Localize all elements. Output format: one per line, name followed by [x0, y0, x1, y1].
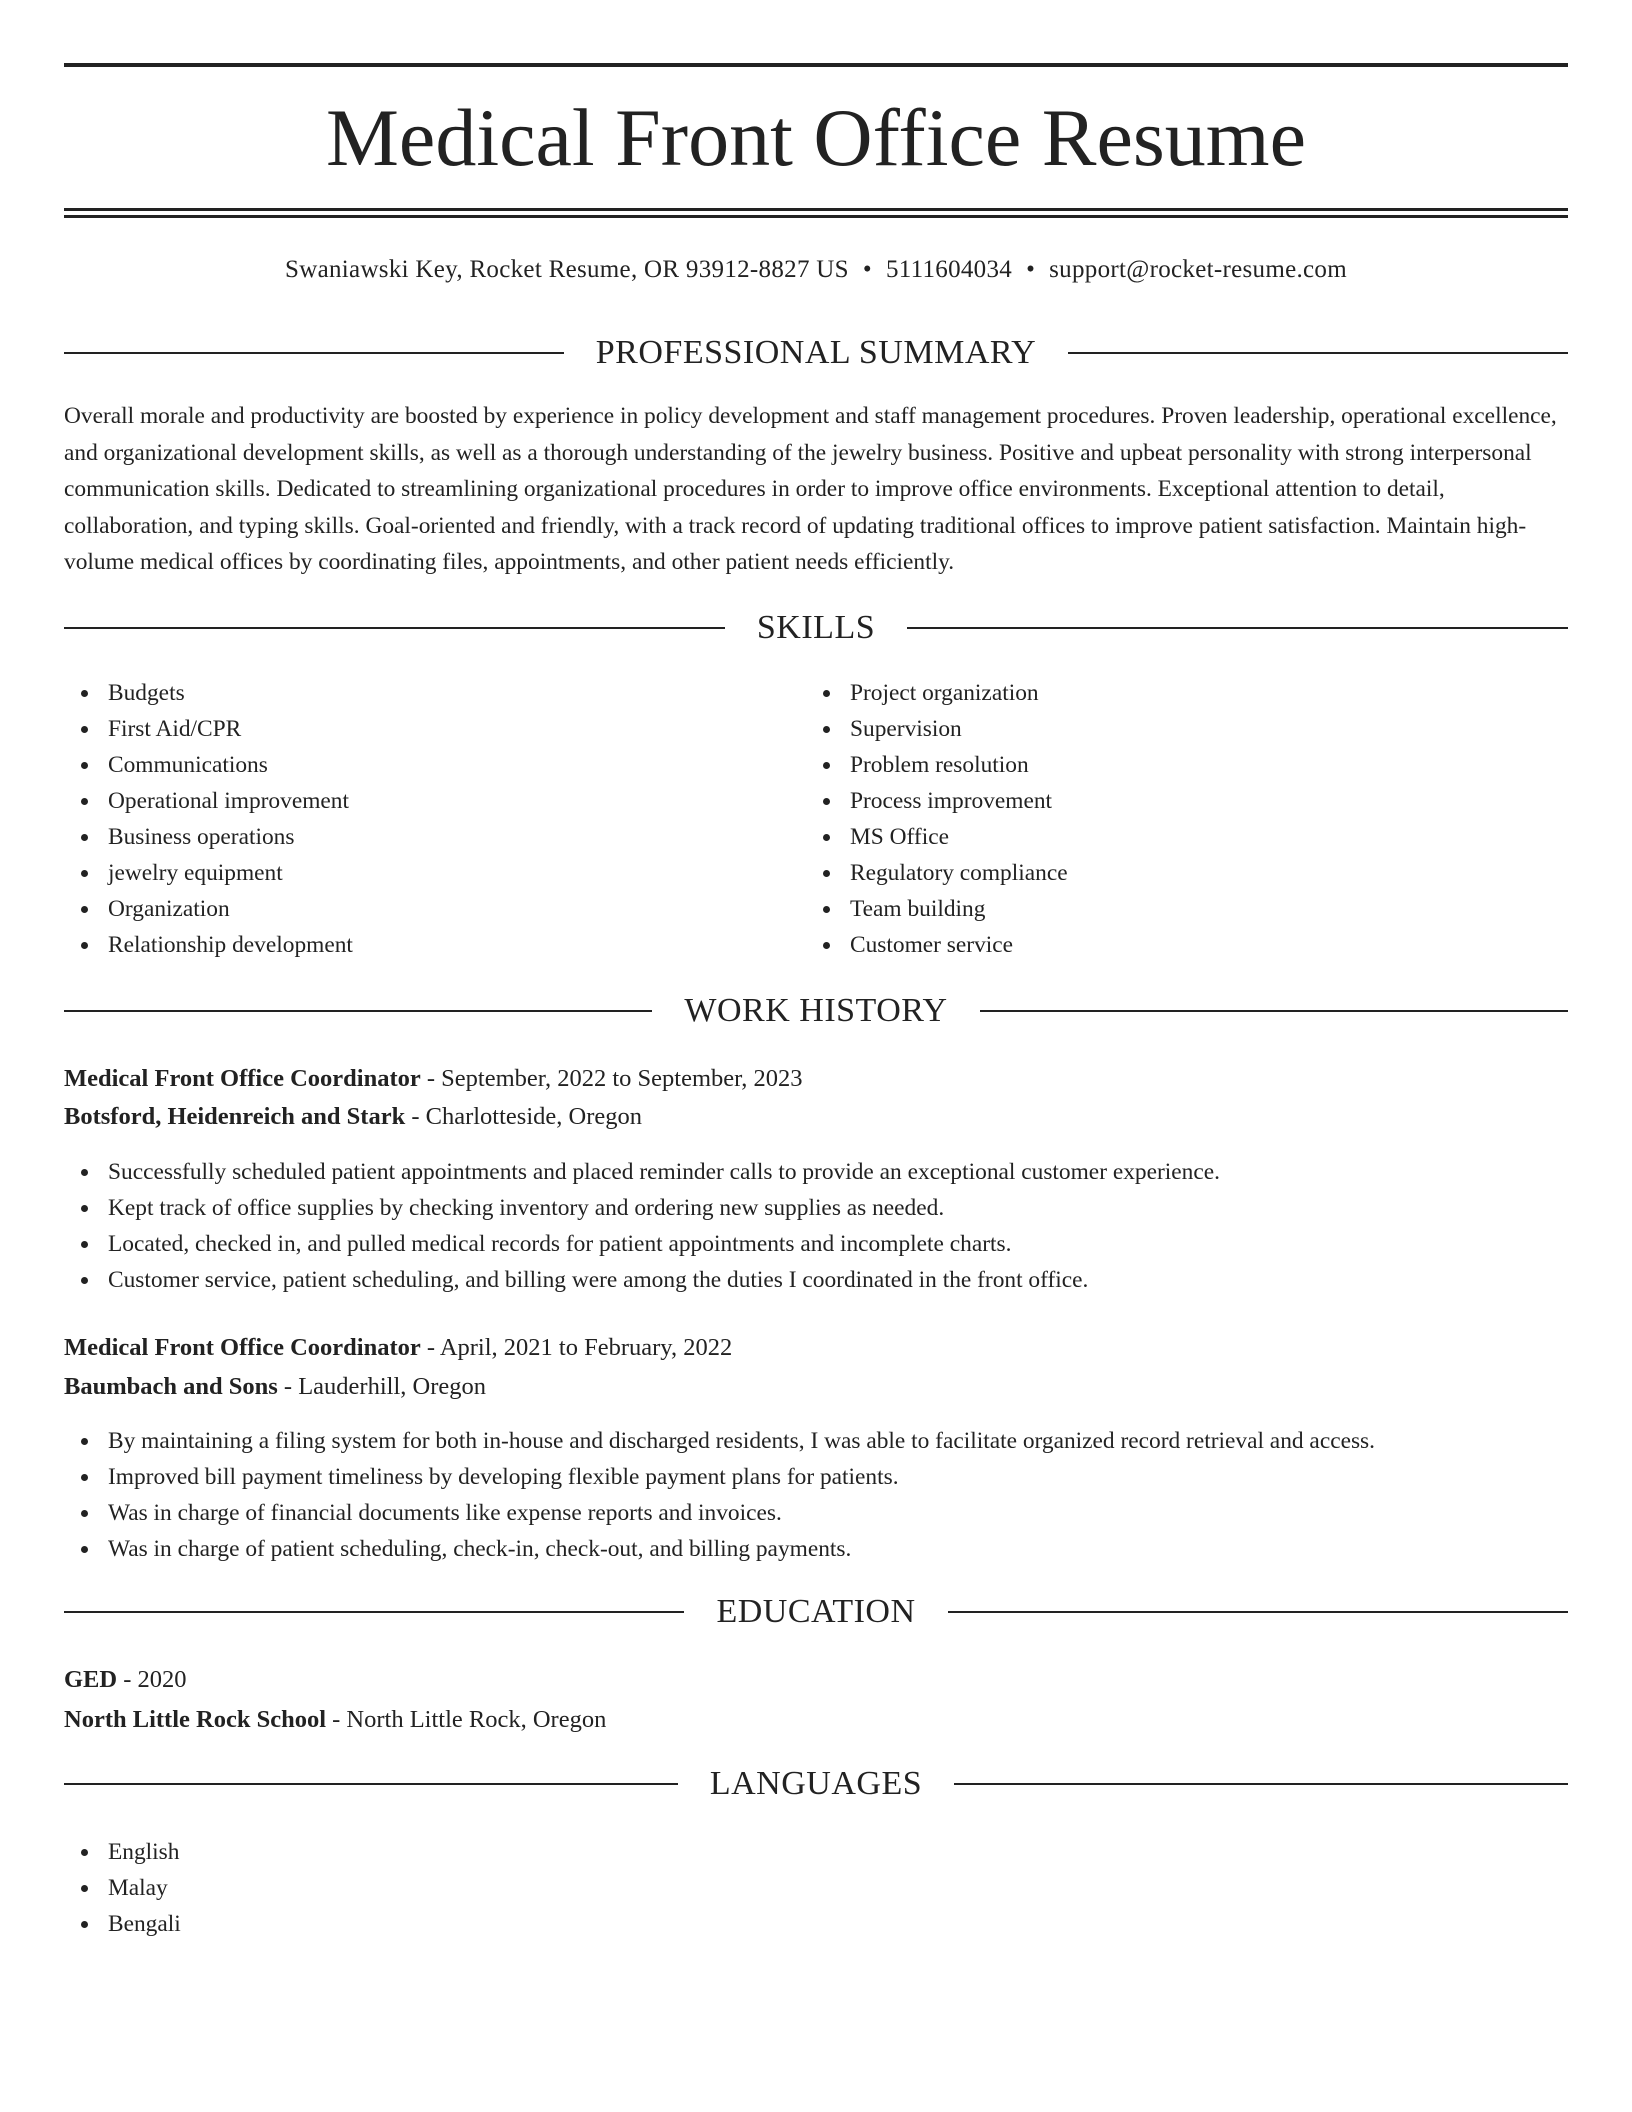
skill-item: Supervision [806, 711, 1506, 747]
job-location: - Lauderhill, Oregon [277, 1373, 486, 1400]
job-title-line [64, 1331, 1568, 1365]
contact-phone: 5111604034 [885, 256, 1013, 283]
contact-email: support@rocket-resume.com [1049, 256, 1347, 283]
language-item: Bengali [64, 1906, 1568, 1942]
header-bottom-rule-second [64, 215, 1568, 218]
heading-rule [907, 627, 1568, 629]
section-heading-skills [64, 608, 1568, 648]
skill-item: MS Office [806, 819, 1506, 855]
heading-rule [1068, 352, 1568, 354]
heading-rule [64, 352, 564, 354]
skill-item: Operational improvement [64, 783, 764, 819]
heading-rule [954, 1783, 1568, 1785]
skills-list-left [64, 675, 764, 963]
contact-separator: • [1026, 256, 1036, 283]
resume-title: Medical Front Office Resume [326, 92, 1306, 183]
heading-rule [64, 1783, 678, 1785]
skill-item: Project organization [806, 675, 1506, 711]
job-title: Medical Front Office Coordinator [64, 1334, 421, 1361]
section-title: WORK HISTORY [684, 992, 948, 1029]
skills-list-right [806, 675, 1506, 963]
job-title-line [64, 1062, 1568, 1096]
section-heading-summary [64, 333, 1568, 373]
job-company: Botsford, Heidenreich and Stark [64, 1103, 406, 1130]
job-duty-item: By maintaining a filing system for both in-house and discharged residents, I was able to facilitate organized record retrieval and access. [64, 1423, 1568, 1459]
education-location: - North Little Rock, Oregon [326, 1706, 607, 1733]
job-duty-item: Improved bill payment timeliness by developing flexible payment plans for patients. [64, 1459, 1568, 1495]
section-title: EDUCATION [716, 1593, 916, 1630]
skill-item: Business operations [64, 819, 764, 855]
education-degree-line [64, 1663, 1568, 1697]
job-duty-item: Successfully scheduled patient appointments and placed reminder calls to provide an exceptional customer experience. [64, 1154, 1568, 1190]
job-dates: - September, 2022 to September, 2023 [420, 1065, 803, 1092]
skill-item: Customer service [806, 927, 1506, 963]
skill-item: Process improvement [806, 783, 1506, 819]
contact-separator: • [862, 256, 872, 283]
section-heading-education [64, 1592, 1568, 1632]
skill-item: Regulatory compliance [806, 855, 1506, 891]
skill-item: Relationship development [64, 927, 764, 963]
header-bottom-rule [64, 208, 1568, 211]
skill-item: First Aid/CPR [64, 711, 764, 747]
section-title: SKILLS [756, 609, 876, 646]
languages-list [64, 1834, 1568, 1942]
job-duties-list [64, 1154, 1568, 1298]
heading-rule [980, 1010, 1568, 1012]
skill-item: Organization [64, 891, 764, 927]
skill-item: jewelry equipment [64, 855, 764, 891]
section-heading-languages [64, 1764, 1568, 1804]
heading-rule [64, 1611, 684, 1613]
contact-address: Swaniawski Key, Rocket Resume, OR 93912-8827 US [285, 256, 849, 283]
heading-rule [948, 1611, 1568, 1613]
section-title: LANGUAGES [709, 1765, 923, 1802]
job-duty-item: Kept track of office supplies by checking inventory and ordering new supplies as needed. [64, 1190, 1568, 1226]
job-duty-item: Was in charge of patient scheduling, check-in, check-out, and billing payments. [64, 1531, 1568, 1567]
skill-item: Budgets [64, 675, 764, 711]
job-duties-list [64, 1423, 1568, 1567]
job-duty-item: Located, checked in, and pulled medical records for patient appointments and incomplete charts. [64, 1226, 1568, 1262]
summary-paragraph: Overall morale and productivity are boosted by experience in policy development and staff management procedures. Proven leadership, operational excellence, and organizational development skills, as well as a thorough understanding of the jewelry business. Positive and upbeat personality with strong interpersonal communication skills. Dedicated to streamlining organizational procedures in order to improve office environments. Exceptional attention to detail, collaboration, and typing skills. Goal-oriented and friendly, with a track record of updating traditional offices to improve patient satisfaction. Maintain high-volume medical offices by coordinating files, appointments, and other patient needs efficiently. [64, 403, 1557, 575]
contact-line [64, 254, 1568, 286]
job-dates: - April, 2021 to February, 2022 [420, 1334, 733, 1361]
language-item: English [64, 1834, 1568, 1870]
section-title: PROFESSIONAL SUMMARY [595, 334, 1037, 371]
heading-rule [64, 1010, 652, 1012]
education-year: - 2020 [117, 1666, 187, 1693]
education-school-line [64, 1703, 1568, 1737]
job-employer-line [64, 1370, 1568, 1404]
header-top-rule [64, 63, 1568, 67]
skill-item: Communications [64, 747, 764, 783]
section-heading-work-history [64, 991, 1568, 1031]
language-item: Malay [64, 1870, 1568, 1906]
skill-item: Problem resolution [806, 747, 1506, 783]
heading-rule [64, 627, 725, 629]
job-employer-line [64, 1100, 1568, 1134]
job-duty-item: Customer service, patient scheduling, and billing were among the duties I coordinated in the front office. [64, 1262, 1568, 1298]
job-title: Medical Front Office Coordinator [64, 1065, 421, 1092]
skill-item: Team building [806, 891, 1506, 927]
job-duty-item: Was in charge of financial documents like expense reports and invoices. [64, 1495, 1568, 1531]
education-degree: GED [64, 1666, 118, 1693]
job-location: - Charlotteside, Oregon [405, 1103, 642, 1130]
job-company: Baumbach and Sons [64, 1373, 278, 1400]
education-school: North Little Rock School [64, 1706, 326, 1733]
